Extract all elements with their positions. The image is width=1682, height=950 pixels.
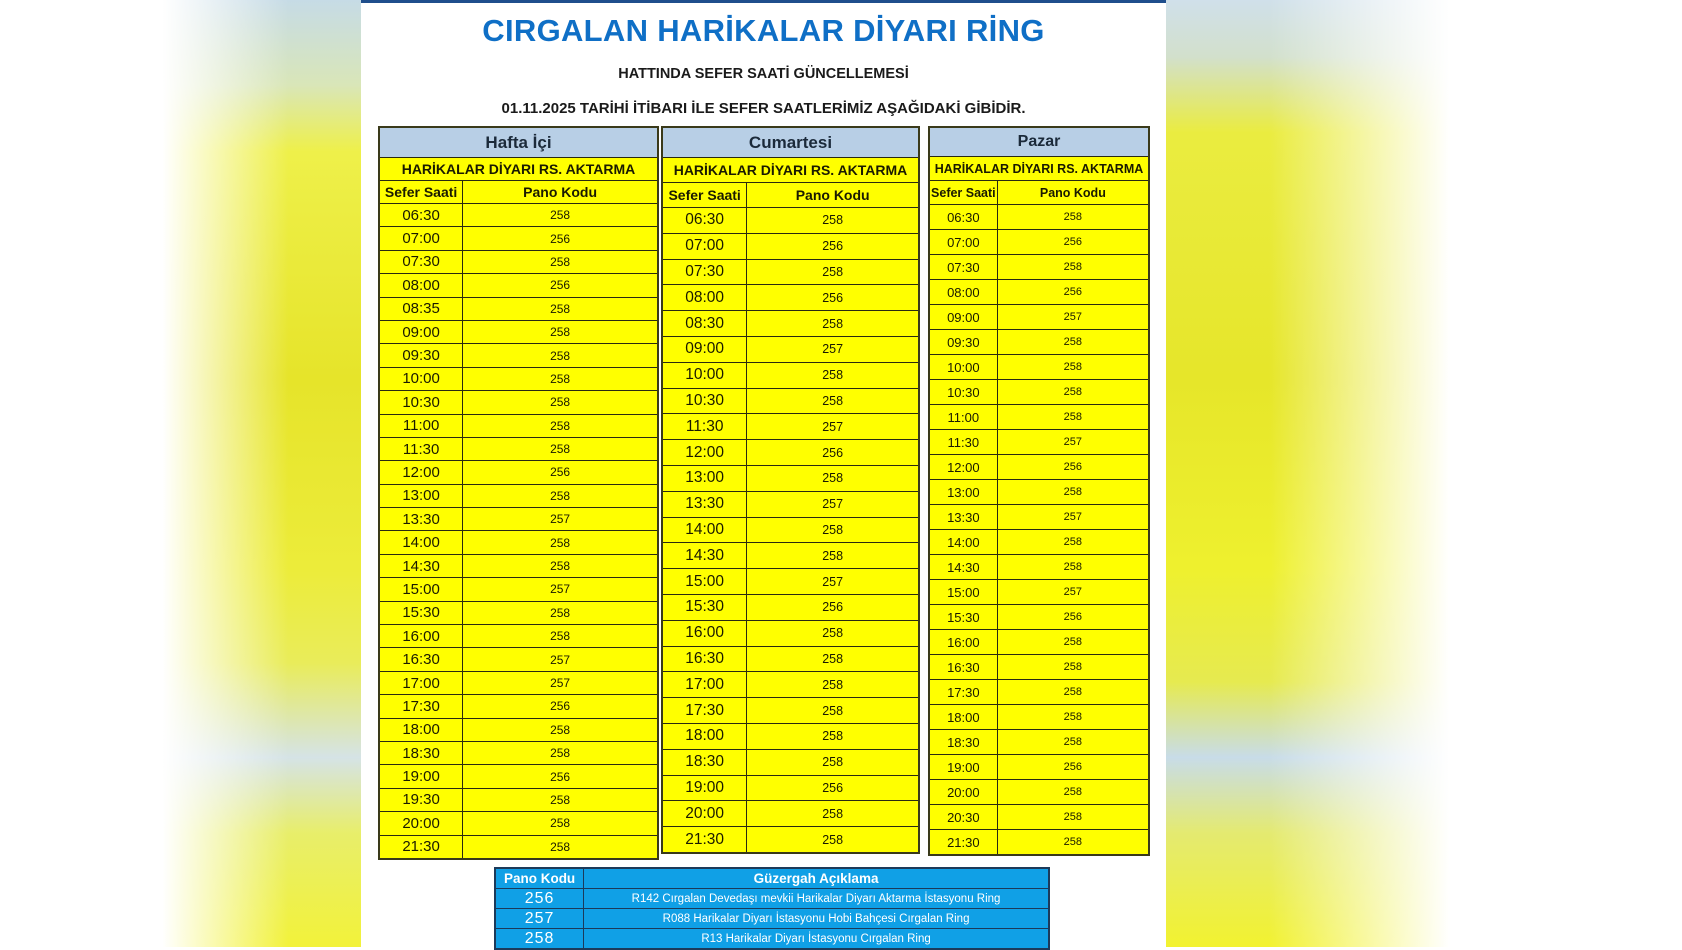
table-row [662, 388, 919, 414]
table-row [929, 330, 1149, 355]
route-code: 257 [747, 336, 919, 362]
table-row [379, 250, 658, 273]
table-row [379, 344, 658, 367]
table-row [929, 355, 1149, 380]
route-code: 258 [997, 380, 1149, 405]
departure-time: 18:30 [379, 741, 463, 764]
route-code: 258 [463, 437, 658, 460]
route-code: 258 [463, 367, 658, 390]
departure-time: 09:30 [379, 344, 463, 367]
table-row [379, 554, 658, 577]
route-code: 256 [997, 605, 1149, 630]
table-row [929, 255, 1149, 280]
table-row [929, 830, 1149, 856]
departure-time: 19:00 [662, 775, 747, 801]
departure-time: 07:00 [662, 233, 747, 259]
route-code: 258 [463, 718, 658, 741]
route-code: 258 [463, 788, 658, 811]
table-row [379, 531, 658, 554]
departure-time: 10:00 [929, 355, 997, 380]
route-code: 258 [997, 805, 1149, 830]
departure-time: 17:30 [929, 680, 997, 705]
table-row [929, 230, 1149, 255]
route-code: 257 [997, 305, 1149, 330]
table-row [379, 484, 658, 507]
departure-time: 14:30 [662, 543, 747, 569]
table-row [379, 765, 658, 788]
departure-time: 18:00 [662, 723, 747, 749]
departure-time: 15:00 [929, 580, 997, 605]
table-row [379, 320, 658, 343]
route-code: 258 [747, 543, 919, 569]
departure-time: 20:30 [929, 805, 997, 830]
table-row [662, 801, 919, 827]
table-row [662, 723, 919, 749]
route-code: 258 [747, 723, 919, 749]
route-code: 258 [997, 630, 1149, 655]
table-row [929, 705, 1149, 730]
route-code: 256 [463, 765, 658, 788]
route-code: 258 [463, 344, 658, 367]
route-code: 258 [463, 414, 658, 437]
day-header: Pazar [929, 127, 1149, 157]
departure-time: 21:30 [662, 827, 747, 853]
departure-time: 17:30 [379, 695, 463, 718]
route-code: 257 [463, 648, 658, 671]
route-code: 257 [463, 508, 658, 531]
route-code: 257 [997, 580, 1149, 605]
table-row [379, 391, 658, 414]
departure-time: 07:30 [379, 250, 463, 273]
departure-time: 19:00 [379, 765, 463, 788]
departure-time: 06:30 [662, 208, 747, 234]
departure-time: 13:30 [379, 508, 463, 531]
route-code: 258 [997, 205, 1149, 230]
departure-time: 10:30 [929, 380, 997, 405]
day-header: Cumartesi [662, 127, 919, 158]
departure-time: 08:00 [662, 285, 747, 311]
route-code: 258 [463, 835, 658, 859]
table-row [379, 367, 658, 390]
table-row [662, 491, 919, 517]
legend-code: 256 [495, 889, 584, 909]
departure-time: 16:30 [662, 646, 747, 672]
route-code: 258 [747, 465, 919, 491]
departure-time: 12:00 [929, 455, 997, 480]
column-header-code: Pano Kodu [463, 181, 658, 204]
route-code: 258 [747, 208, 919, 234]
table-row [662, 672, 919, 698]
table-row [662, 749, 919, 775]
departure-time: 17:00 [662, 672, 747, 698]
table-row [929, 505, 1149, 530]
legend-header-code: Pano Kodu [495, 868, 584, 889]
page-title: CIRGALAN HARİKALAR DİYARI RİNG [482, 13, 1045, 48]
table-row [929, 405, 1149, 430]
route-code: 257 [747, 414, 919, 440]
table-row [929, 605, 1149, 630]
table-row [379, 812, 658, 835]
table-row [929, 680, 1149, 705]
departure-time: 06:30 [379, 204, 463, 227]
route-code: 258 [747, 311, 919, 337]
route-code: 256 [997, 280, 1149, 305]
table-row [379, 204, 658, 227]
departure-time: 13:30 [929, 505, 997, 530]
legend-header-description: Güzergah Açıklama [584, 868, 1049, 889]
route-code: 258 [747, 646, 919, 672]
route-code: 258 [463, 204, 658, 227]
departure-time: 14:30 [379, 554, 463, 577]
route-code: 258 [997, 830, 1149, 856]
table-row [662, 208, 919, 234]
route-code: 258 [747, 749, 919, 775]
route-code: 258 [997, 255, 1149, 280]
table-row [929, 455, 1149, 480]
table-row [662, 775, 919, 801]
table-row [662, 698, 919, 724]
table-row [929, 555, 1149, 580]
table-row [662, 414, 919, 440]
route-code: 258 [747, 698, 919, 724]
column-header-time: Sefer Saati [379, 181, 463, 204]
departure-time: 16:00 [662, 620, 747, 646]
table-row [379, 788, 658, 811]
table-row [662, 465, 919, 491]
legend-description: R142 Cırgalan Devedaşı mevkii Harikalar Diyarı Aktarma İstasyonu Ring [584, 889, 1049, 909]
route-code: 258 [997, 530, 1149, 555]
table-row [929, 780, 1149, 805]
departure-time: 18:30 [929, 730, 997, 755]
route-code: 258 [997, 705, 1149, 730]
departure-time: 11:00 [929, 405, 997, 430]
route-code: 257 [997, 430, 1149, 455]
legend-description: R088 Harikalar Diyarı İstasyonu Hobi Bahçesi Cırgalan Ring [584, 909, 1049, 929]
route-code: 258 [463, 297, 658, 320]
table-row [662, 594, 919, 620]
table-row [379, 718, 658, 741]
table-row [929, 530, 1149, 555]
table-row [662, 285, 919, 311]
route-code: 256 [997, 230, 1149, 255]
departure-time: 19:00 [929, 755, 997, 780]
route-code: 257 [747, 491, 919, 517]
effective-date-notice: 01.11.2025 TARİHİ İTİBARI İLE SEFER SAATLERİMİZ AŞAĞIDAKİ GİBİDİR. [501, 100, 1026, 117]
route-code: 258 [747, 801, 919, 827]
table-row [662, 259, 919, 285]
table-row [379, 578, 658, 601]
departure-time: 09:00 [929, 305, 997, 330]
legend-code: 257 [495, 909, 584, 929]
departure-time: 18:00 [379, 718, 463, 741]
route-code: 258 [997, 780, 1149, 805]
table-row [379, 741, 658, 764]
departure-time: 07:30 [662, 259, 747, 285]
departure-time: 21:30 [379, 835, 463, 859]
route-code: 256 [463, 227, 658, 250]
route-code: 258 [997, 680, 1149, 705]
table-row [929, 480, 1149, 505]
schedule-document [361, 0, 1166, 947]
blurred-background-left [0, 0, 361, 947]
table-row [379, 274, 658, 297]
departure-time: 14:00 [662, 517, 747, 543]
route-legend-table [494, 867, 1050, 950]
departure-time: 07:00 [929, 230, 997, 255]
table-row [379, 437, 658, 460]
table-row [929, 430, 1149, 455]
route-header: HARİKALAR DİYARI RS. AKTARMA [379, 158, 658, 181]
route-code: 258 [997, 405, 1149, 430]
table-row [379, 414, 658, 437]
table-row [662, 543, 919, 569]
departure-time: 13:00 [929, 480, 997, 505]
departure-time: 07:00 [379, 227, 463, 250]
table-row [662, 336, 919, 362]
departure-time: 11:30 [379, 437, 463, 460]
departure-time: 17:30 [662, 698, 747, 724]
departure-time: 14:00 [929, 530, 997, 555]
route-code: 258 [463, 391, 658, 414]
departure-time: 09:30 [929, 330, 997, 355]
legend-row [495, 889, 1049, 909]
departure-time: 13:00 [379, 484, 463, 507]
table-row [379, 835, 658, 859]
departure-time: 18:00 [929, 705, 997, 730]
table-row [929, 305, 1149, 330]
departure-time: 16:30 [929, 655, 997, 680]
table-row [379, 508, 658, 531]
departure-time: 20:00 [929, 780, 997, 805]
departure-time: 08:35 [379, 297, 463, 320]
departure-time: 14:30 [929, 555, 997, 580]
legend-description: R13 Harikalar Diyarı İstasyonu Cırgalan Ring [584, 929, 1049, 950]
table-row [662, 311, 919, 337]
departure-time: 13:00 [662, 465, 747, 491]
schedule-table-sunday [928, 126, 1150, 856]
day-header: Hafta İçi [379, 127, 658, 158]
table-row [929, 580, 1149, 605]
table-row [379, 625, 658, 648]
table-row [379, 601, 658, 624]
table-row [662, 362, 919, 388]
route-code: 258 [463, 812, 658, 835]
route-code: 258 [747, 620, 919, 646]
departure-time: 09:00 [662, 336, 747, 362]
column-header-time: Sefer Saati [929, 181, 997, 205]
route-code: 258 [463, 601, 658, 624]
route-code: 256 [747, 775, 919, 801]
route-code: 258 [747, 517, 919, 543]
legend-code: 258 [495, 929, 584, 950]
departure-time: 13:30 [662, 491, 747, 517]
departure-time: 18:30 [662, 749, 747, 775]
route-code: 258 [463, 531, 658, 554]
route-code: 257 [463, 671, 658, 694]
table-row [662, 620, 919, 646]
table-row [662, 233, 919, 259]
route-code: 257 [747, 569, 919, 595]
table-row [379, 695, 658, 718]
departure-time: 14:00 [379, 531, 463, 554]
departure-time: 19:30 [379, 788, 463, 811]
route-code: 258 [463, 741, 658, 764]
table-row [662, 569, 919, 595]
table-row [379, 461, 658, 484]
route-code: 258 [463, 250, 658, 273]
route-code: 256 [463, 274, 658, 297]
schedule-table-weekday [378, 126, 659, 860]
departure-time: 15:30 [379, 601, 463, 624]
table-row [662, 646, 919, 672]
departure-time: 16:00 [379, 625, 463, 648]
table-row [379, 227, 658, 250]
table-row [929, 805, 1149, 830]
departure-time: 08:00 [379, 274, 463, 297]
departure-time: 12:00 [379, 461, 463, 484]
route-code: 256 [747, 440, 919, 466]
route-code: 256 [997, 455, 1149, 480]
legend-row [495, 909, 1049, 929]
route-header: HARİKALAR DİYARI RS. AKTARMA [662, 158, 919, 183]
table-row [929, 730, 1149, 755]
route-code: 257 [997, 505, 1149, 530]
table-row [929, 755, 1149, 780]
route-code: 258 [463, 484, 658, 507]
departure-time: 10:30 [379, 391, 463, 414]
column-header-time: Sefer Saati [662, 183, 747, 208]
route-code: 256 [463, 695, 658, 718]
table-row [662, 827, 919, 853]
route-code: 256 [997, 755, 1149, 780]
route-code: 257 [463, 578, 658, 601]
table-row [929, 655, 1149, 680]
departure-time: 12:00 [662, 440, 747, 466]
departure-time: 15:30 [929, 605, 997, 630]
departure-time: 16:00 [929, 630, 997, 655]
departure-time: 11:30 [662, 414, 747, 440]
departure-time: 07:30 [929, 255, 997, 280]
route-code: 258 [747, 827, 919, 853]
table-row [929, 205, 1149, 230]
departure-time: 15:00 [662, 569, 747, 595]
table-row [929, 380, 1149, 405]
table-row [379, 671, 658, 694]
departure-time: 20:00 [379, 812, 463, 835]
route-code: 258 [463, 625, 658, 648]
route-code: 256 [747, 233, 919, 259]
departure-time: 10:00 [379, 367, 463, 390]
route-code: 258 [997, 655, 1149, 680]
column-header-code: Pano Kodu [747, 183, 919, 208]
route-code: 258 [997, 330, 1149, 355]
table-row [929, 630, 1149, 655]
route-code: 258 [747, 362, 919, 388]
departure-time: 10:00 [662, 362, 747, 388]
departure-time: 15:30 [662, 594, 747, 620]
departure-time: 10:30 [662, 388, 747, 414]
route-code: 256 [463, 461, 658, 484]
route-header: HARİKALAR DİYARI RS. AKTARMA [929, 157, 1149, 181]
route-code: 258 [463, 554, 658, 577]
departure-time: 08:00 [929, 280, 997, 305]
route-code: 258 [997, 355, 1149, 380]
table-row [929, 280, 1149, 305]
departure-time: 08:30 [662, 311, 747, 337]
route-code: 258 [463, 320, 658, 343]
column-header-code: Pano Kodu [997, 181, 1149, 205]
route-code: 258 [747, 388, 919, 414]
route-code: 258 [997, 555, 1149, 580]
departure-time: 11:30 [929, 430, 997, 455]
departure-time: 21:30 [929, 830, 997, 856]
departure-time: 09:00 [379, 320, 463, 343]
departure-time: 15:00 [379, 578, 463, 601]
table-row [662, 440, 919, 466]
departure-time: 20:00 [662, 801, 747, 827]
blurred-background-right [1166, 0, 1682, 947]
departure-time: 06:30 [929, 205, 997, 230]
route-code: 258 [997, 730, 1149, 755]
table-row [379, 648, 658, 671]
table-row [662, 517, 919, 543]
route-code: 256 [747, 594, 919, 620]
route-code: 258 [747, 259, 919, 285]
departure-time: 17:00 [379, 671, 463, 694]
route-code: 258 [747, 672, 919, 698]
legend-row [495, 929, 1049, 950]
schedule-table-saturday [661, 126, 920, 854]
departure-time: 11:00 [379, 414, 463, 437]
departure-time: 16:30 [379, 648, 463, 671]
table-row [379, 297, 658, 320]
route-code: 256 [747, 285, 919, 311]
page-subtitle: HATTINDA SEFER SAATİ GÜNCELLEMESİ [618, 66, 909, 82]
route-code: 258 [997, 480, 1149, 505]
